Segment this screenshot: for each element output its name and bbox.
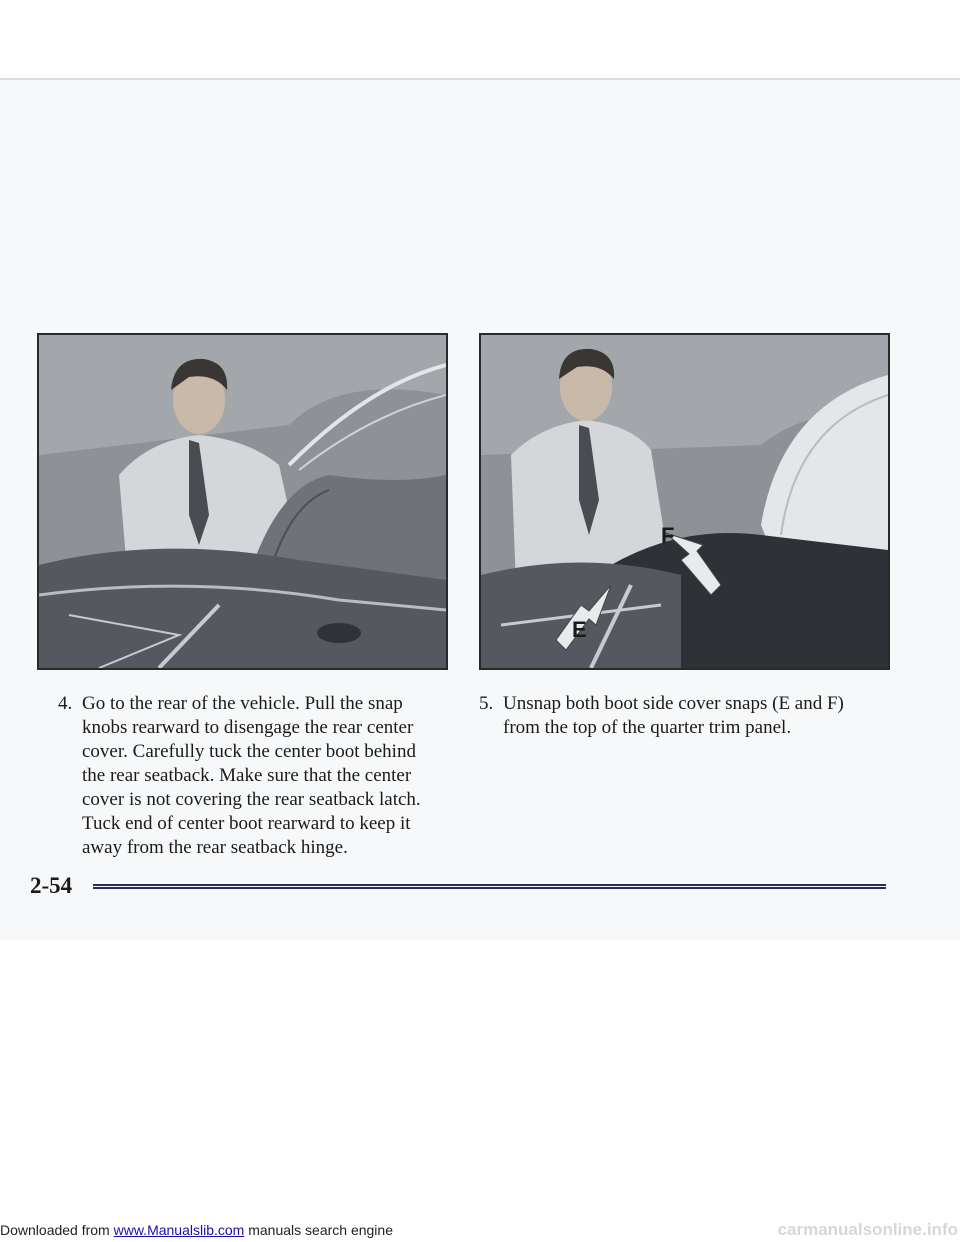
callout-e-label: E bbox=[572, 617, 587, 642]
watermark: carmanualsonline.info bbox=[777, 1220, 958, 1239]
footer-suffix: manuals search engine bbox=[244, 1222, 393, 1238]
callout-f-label: F bbox=[661, 523, 675, 548]
illustration-step-4 bbox=[37, 333, 448, 670]
page-number: 2-54 bbox=[30, 873, 73, 898]
page-number-rule bbox=[93, 884, 886, 889]
illustration-step-5 bbox=[479, 333, 890, 670]
step-4 bbox=[58, 692, 438, 860]
download-footer bbox=[0, 1222, 393, 1238]
manualslib-link[interactable]: www.Manualslib.com bbox=[113, 1222, 245, 1238]
step-5 bbox=[479, 692, 879, 740]
step-number: 5. bbox=[479, 693, 494, 714]
step-text: Go to the rear of the vehicle. Pull the snap knobs rearward to disengage the rear center cover. Carefully tuck the center boot behind the rear seatback. Make sure that the center cover is not covering the rear seatback latch. Tuck end of center boot rearward to keep it away from the rear seatback hinge. bbox=[82, 693, 421, 858]
footer-prefix: Downloaded from bbox=[0, 1222, 114, 1238]
step-number: 4. bbox=[58, 693, 73, 714]
step-text: Unsnap both boot side cover snaps (E and F) from the top of the quarter trim panel. bbox=[503, 693, 844, 738]
